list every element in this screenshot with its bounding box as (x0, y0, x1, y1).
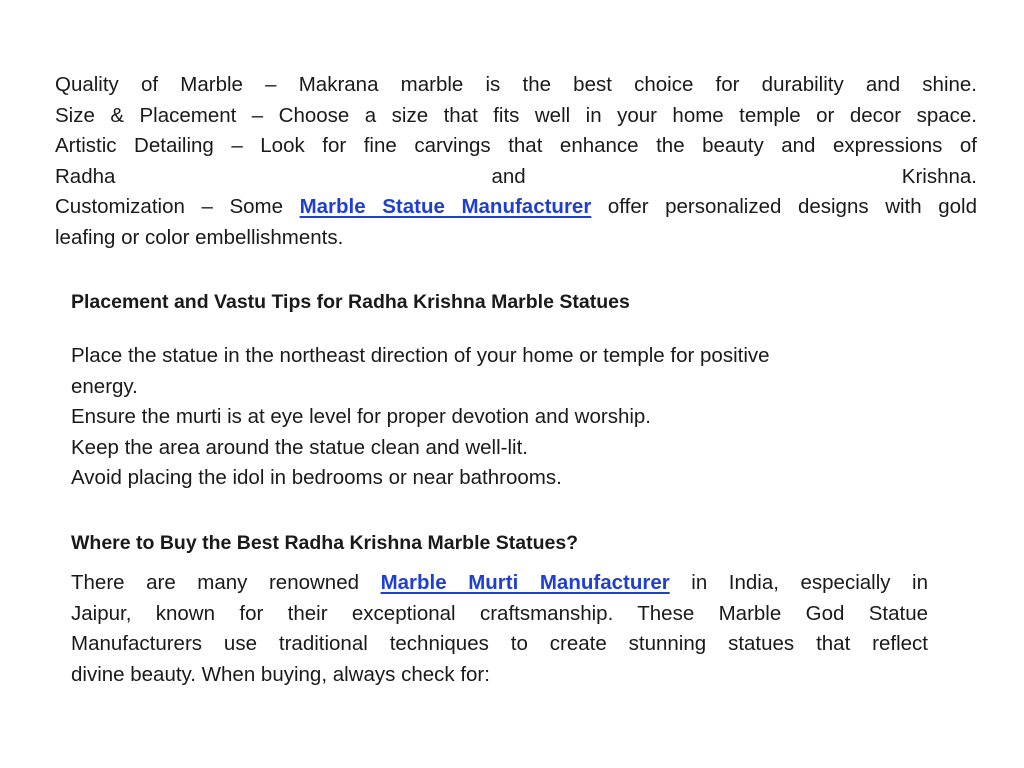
word-and: and (491, 164, 526, 188)
marble-statue-manufacturer-link[interactable]: Marble Statue Manufacturer (299, 195, 592, 219)
buy-line3: Manufacturers use traditional techniques to create stunning statues that reflect (71, 632, 928, 656)
word-krishna: Krishna. (901, 164, 978, 188)
buy-suffix: in India, especially in (691, 571, 929, 594)
word-radha: Radha (55, 164, 116, 188)
tip-eye-level: Ensure the murti is at eye level for proper devotion and worship. (71, 405, 651, 429)
tip-northeast-line2: energy. (71, 374, 138, 398)
where-to-buy-paragraph (71, 568, 928, 690)
buying-criteria-list (55, 70, 977, 254)
buy-prefix: There are many renowned (71, 571, 360, 594)
vastu-tips-list (71, 341, 941, 494)
marble-murti-manufacturer-link[interactable]: Marble Murti Manufacturer (380, 571, 670, 594)
criteria-quality: Quality of Marble – Makrana marble is the best choice for durability and shine. (55, 73, 977, 96)
tip-avoid-bedrooms: Avoid placing the idol in bedrooms or near bathrooms. (71, 466, 562, 490)
vastu-tips-heading: Placement and Vastu Tips for Radha Krishna Marble Statues (71, 291, 630, 313)
buy-line4: divine beauty. When buying, always check for: (71, 662, 490, 686)
buy-line2: Jaipur, known for their exceptional craftsmanship. These Marble God Statue (71, 601, 928, 625)
tip-northeast-line1: Place the statue in the northeast direction of your home or temple for positive (71, 344, 770, 367)
criteria-customization-line2: leafing or color embellishments. (55, 225, 344, 249)
custom-suffix: offer personalized designs with gold (607, 195, 977, 219)
criteria-artistic-line1: Artistic Detailing – Look for fine carvings that enhance the beauty and expressions of (55, 134, 977, 158)
criteria-customization (55, 192, 977, 223)
buy-line1 (71, 568, 928, 599)
where-to-buy-heading: Where to Buy the Best Radha Krishna Marble Statues? (71, 532, 579, 554)
criteria-artistic-line2 (55, 162, 977, 193)
tip-clean-area: Keep the area around the statue clean and well-lit. (71, 435, 528, 459)
criteria-size: Size & Placement – Choose a size that fits well in your home temple or decor space. (55, 103, 977, 127)
custom-prefix: Customization – Some (55, 195, 283, 219)
